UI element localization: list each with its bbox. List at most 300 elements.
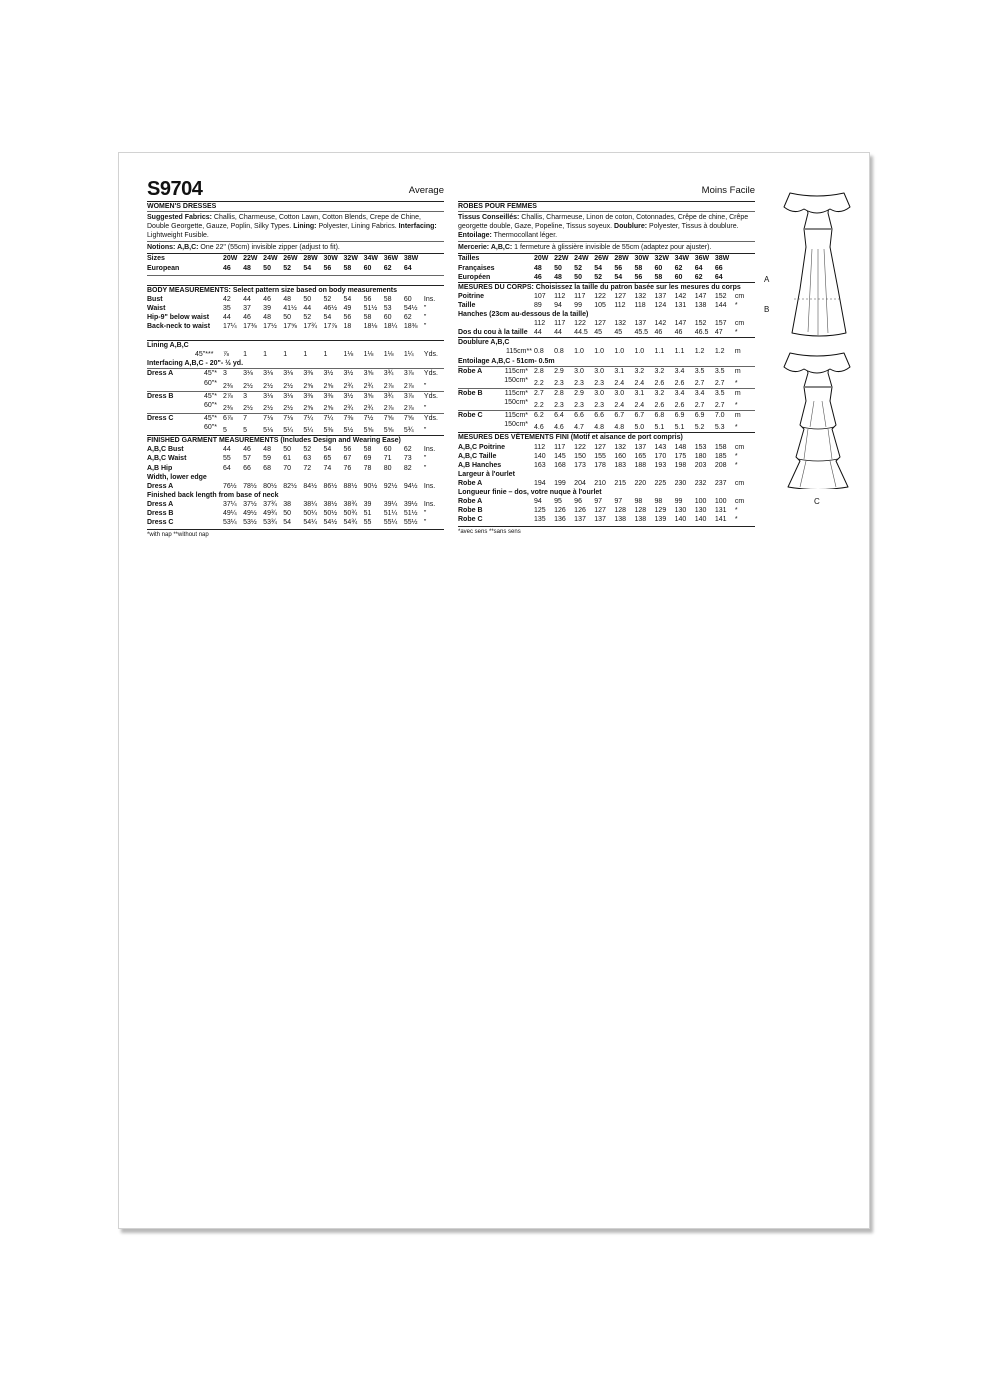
- cell: 5⅜: [323, 427, 334, 435]
- cell: 58: [363, 446, 372, 454]
- cell: 1: [303, 351, 308, 359]
- cell: 3.0: [594, 367, 604, 375]
- cell: 51¼: [383, 510, 398, 517]
- cell: 2.7: [714, 379, 725, 387]
- cell: 64: [714, 273, 723, 281]
- cell: 72: [303, 464, 312, 472]
- cell: 34W: [363, 255, 379, 263]
- yardage-row: [458, 376, 755, 388]
- cell: 69: [363, 455, 372, 463]
- cell: 52: [574, 264, 582, 272]
- cell: 50: [283, 446, 292, 454]
- cell: 63: [303, 455, 312, 463]
- cell: 5: [243, 427, 247, 435]
- dress-a-ruffle: [784, 193, 850, 213]
- cell: 67: [343, 455, 352, 463]
- cell: 52: [323, 295, 332, 303]
- cell: 124: [654, 301, 667, 309]
- cell: 3.2: [654, 389, 665, 397]
- cell: 1: [323, 351, 328, 359]
- cell: 3.5: [714, 389, 725, 397]
- cell: 48: [263, 313, 271, 321]
- cell: 2⅞: [403, 404, 414, 412]
- cell: 52: [303, 313, 312, 321]
- cell: 46: [674, 329, 683, 337]
- cell: 7.0: [714, 412, 725, 420]
- cell: 22W: [554, 255, 569, 263]
- row-label: Robe A: [458, 498, 483, 506]
- unit-cell: Yds.: [423, 351, 438, 359]
- cell: 18: [343, 323, 352, 331]
- cell: 41½: [283, 304, 297, 312]
- cell: 3.4: [674, 389, 685, 397]
- unit-cell: ": [423, 427, 427, 435]
- row-label: Dos du cou à la taille: [458, 329, 528, 337]
- notions-paragraph-fr: Mercerie: A,B,C: 1 fermeture à glissière invisible de 55cm (adaptez pour ajuster).: [458, 244, 712, 252]
- body-measurements-heading: BODY MEASUREMENTS: Select pattern size based on body measurements: [147, 286, 397, 294]
- cell: 6.2: [534, 412, 544, 420]
- cell: 64: [403, 264, 412, 272]
- unit-cell: m: [734, 348, 741, 356]
- cell: 45.5: [634, 329, 649, 337]
- cell: 188: [634, 461, 647, 469]
- cell: 3⅜: [323, 392, 334, 400]
- cell: 70: [283, 464, 292, 472]
- english-column: [147, 178, 444, 540]
- dress-name: Robe C: [458, 412, 483, 420]
- cell: 24W: [263, 255, 278, 263]
- cell: 194: [534, 479, 546, 487]
- cell: 144: [714, 301, 727, 309]
- cell: 53½: [243, 519, 257, 527]
- cell: 17¾: [303, 323, 317, 331]
- cell: 3⅜: [303, 392, 314, 400]
- cell: 131: [714, 507, 727, 515]
- cell: 28W: [614, 255, 629, 263]
- cell: 3¾: [383, 370, 394, 378]
- cell: 56: [634, 273, 643, 281]
- cell: 30W: [323, 255, 338, 263]
- cell: 78: [363, 464, 372, 472]
- cell: 2½: [283, 404, 293, 412]
- cell: 208: [714, 461, 727, 469]
- cell: 36W: [694, 255, 710, 263]
- row-label: [147, 401, 223, 410]
- cell: 6.6: [594, 412, 604, 420]
- cell: 137: [634, 443, 647, 451]
- cell: 50: [574, 273, 582, 281]
- interfacing-line: Interfacing A,B,C - 20"- ½ yd.: [147, 360, 244, 368]
- cell: 3⅞: [403, 370, 414, 378]
- cell: 127: [594, 507, 606, 515]
- cell: 126: [574, 507, 586, 515]
- cell: 1.1: [674, 348, 685, 356]
- cell: 2½: [243, 382, 253, 390]
- garment-title: WOMEN'S DRESSES: [147, 203, 217, 210]
- cell: 17⅜: [243, 323, 257, 331]
- row-label: [147, 369, 223, 378]
- unit-cell: ": [423, 313, 427, 321]
- cell: 36W: [383, 255, 399, 263]
- cell: ⅞: [223, 351, 229, 359]
- cell: 2.4: [614, 379, 625, 387]
- length-heading: Finished back length from base of neck: [147, 491, 279, 499]
- cell: 170: [654, 452, 667, 460]
- cell: 118: [634, 301, 646, 309]
- cell: 127: [594, 443, 606, 451]
- cell: 52: [594, 273, 603, 281]
- cell: 38¼: [303, 500, 317, 508]
- fabric-width: 150cm*: [504, 398, 528, 406]
- pattern-number: S9704: [147, 178, 203, 200]
- cell: 141: [714, 516, 727, 524]
- fabrics-paragraph: Suggested Fabrics: Challis, Charmeuse, Cotton Lawn, Cotton Blends, Crepe de Chine, Double Georgette, Gauze, Poplin, Silky Types. Lining: Polyester, Lining Fabrics. Interfacing: Lightweight Fusible.: [147, 214, 437, 240]
- cell: 117: [574, 292, 586, 300]
- cell: 96: [574, 498, 582, 506]
- cell: 60: [674, 273, 683, 281]
- table-row: [147, 464, 444, 473]
- cell: 105: [594, 301, 606, 309]
- cell: 5⅝: [383, 427, 394, 435]
- row-label: Taille: [458, 301, 476, 309]
- cell: 193: [654, 461, 667, 469]
- cell: 112: [534, 320, 546, 328]
- cell: 17¼: [223, 323, 237, 331]
- cell: 2.3: [574, 402, 584, 410]
- row-label: Poitrine: [458, 292, 485, 300]
- cell: 3.2: [654, 367, 665, 375]
- figure-label-b: B: [764, 305, 770, 314]
- cell: 180: [694, 452, 707, 460]
- cell: 178: [594, 461, 606, 469]
- unit-cell: Yds.: [423, 414, 438, 422]
- cell: 220: [634, 479, 647, 487]
- cell: 2.2: [534, 379, 544, 387]
- cell: 0.8: [534, 348, 544, 356]
- cell: 2.8: [534, 367, 544, 375]
- cell: 4.6: [534, 424, 544, 432]
- cell: 76½: [223, 482, 237, 490]
- cell: 97: [594, 498, 603, 506]
- cell: 5¼: [303, 427, 314, 435]
- cell: 3¾: [383, 392, 394, 400]
- row-label: Waist: [147, 304, 166, 312]
- cell: 51: [363, 510, 372, 517]
- hip-heading-fr: Hanches (23cm au-dessous de la taille): [458, 311, 589, 319]
- cell: 2.9: [554, 367, 564, 375]
- cell: 112: [534, 443, 546, 451]
- cell: 44: [223, 313, 231, 321]
- cell: 26W: [283, 255, 298, 263]
- row-label: Back-neck to waist: [147, 323, 211, 331]
- cell: 2.3: [594, 402, 604, 410]
- cell: 46: [243, 446, 251, 454]
- cell: 4.8: [614, 424, 625, 432]
- cell: 6.7: [634, 412, 645, 420]
- finished-measurements-table: [147, 445, 444, 472]
- cell: 37: [243, 304, 251, 312]
- cell: 1.0: [634, 348, 645, 356]
- cell: 6.7: [614, 412, 625, 420]
- cell: 153: [694, 443, 707, 451]
- cell: 80½: [263, 482, 277, 490]
- cell: 145: [554, 452, 566, 460]
- cell: 1: [263, 351, 268, 359]
- cell: 2½: [283, 382, 293, 390]
- cell: 210: [594, 479, 606, 487]
- cell: 54: [343, 295, 352, 303]
- cell: 2⅜: [223, 382, 233, 390]
- cell: 86½: [323, 482, 338, 490]
- cell: 60: [363, 264, 372, 272]
- cell: 37¼: [223, 500, 237, 508]
- cell: 62: [674, 264, 683, 272]
- cell: 2⅞: [403, 382, 414, 390]
- cell: 54½: [323, 519, 338, 527]
- cell: 2½: [243, 404, 253, 412]
- cell: 155: [594, 452, 606, 460]
- cell: 2.3: [554, 402, 564, 410]
- cell: 1.0: [614, 348, 625, 356]
- cell: 138: [634, 516, 647, 524]
- hip-row-fr: [458, 319, 755, 328]
- cell: 44: [554, 329, 562, 337]
- cell: 58: [634, 264, 643, 272]
- finished-measurements-heading-fr: MESURES DES VÊTEMENTS FINI (Motif et aisance de port compris): [458, 434, 683, 442]
- cell: 203: [694, 461, 707, 469]
- figure-label-c: C: [814, 497, 820, 506]
- row-label: Tailles: [458, 255, 480, 263]
- row-label: A,B Hanches: [458, 461, 502, 469]
- cell: 137: [654, 292, 667, 300]
- cell: 1⅛: [383, 351, 394, 359]
- cell: 1: [283, 351, 288, 359]
- cell: 38W: [714, 255, 730, 263]
- cell: 50: [283, 313, 292, 321]
- cell: 122: [594, 292, 606, 300]
- footnote-fr: *avec sens **sans sens: [458, 529, 521, 536]
- cell: 163: [534, 461, 546, 469]
- cell: 32W: [654, 255, 669, 263]
- french-header: [458, 183, 755, 201]
- french-column: [458, 183, 755, 537]
- neck-row-fr: [458, 328, 755, 337]
- cell: 71: [383, 455, 392, 463]
- fabric-width: 150cm*: [504, 376, 528, 384]
- unit-cell: *: [734, 424, 738, 432]
- cell: 5¼: [283, 427, 293, 435]
- cell: 117: [554, 443, 566, 451]
- unit-cell: Yds.: [423, 370, 438, 378]
- cell: 78½: [243, 482, 257, 490]
- table-row: [458, 292, 755, 301]
- finished-measurements-heading: FINISHED GARMENT MEASUREMENTS (Includes Design and Wearing Ease): [147, 437, 401, 445]
- cell: 7⅛: [263, 414, 273, 422]
- cell: 50½: [323, 510, 338, 517]
- table-row: [458, 497, 755, 506]
- cell: 1.2: [714, 348, 725, 356]
- unit-cell: ": [423, 323, 427, 331]
- fabric-width: 45"*: [204, 370, 217, 378]
- cell: 215: [614, 479, 627, 487]
- cell: 50: [303, 295, 312, 303]
- cell: 99: [674, 498, 683, 506]
- cell: 20W: [223, 255, 238, 263]
- cell: 45: [614, 329, 623, 337]
- cell: 59: [263, 455, 271, 463]
- row-label: 45"***: [195, 351, 214, 359]
- cell: 3.5: [714, 367, 725, 375]
- unit-cell: ": [423, 404, 427, 412]
- cell: 132: [634, 292, 647, 300]
- english-header: [147, 178, 444, 201]
- cell: 2½: [263, 404, 273, 412]
- cell: 152: [714, 292, 727, 300]
- row-label: [147, 379, 223, 388]
- cell: 76: [343, 464, 352, 472]
- cell: 6⅞: [223, 414, 233, 422]
- cell: 54: [323, 313, 332, 321]
- width-row-fr: [458, 479, 755, 488]
- dress-drawings-svg: [774, 189, 864, 489]
- yardage-row: [147, 423, 444, 435]
- cell: 137: [594, 516, 606, 524]
- cell: 1¼: [403, 351, 414, 359]
- dress-name: Dress A: [147, 370, 174, 378]
- cell: 52: [283, 264, 292, 272]
- cell: 37¾: [263, 500, 277, 508]
- cell: 3⅝: [363, 392, 374, 400]
- cell: 35: [223, 304, 231, 312]
- cell: 1: [243, 351, 247, 359]
- cell: 3: [243, 392, 247, 400]
- table-row: [147, 500, 444, 509]
- cell: 198: [674, 461, 687, 469]
- cell: 66: [243, 464, 251, 472]
- fabric-width: 115cm*: [504, 412, 528, 420]
- cell: 53: [383, 304, 392, 312]
- unit-cell: cm: [734, 292, 745, 300]
- cell: 3.5: [694, 367, 705, 375]
- cell: 137: [574, 516, 586, 524]
- cell: 148: [674, 443, 687, 451]
- cell: 54: [594, 264, 603, 272]
- cell: 54¼: [303, 519, 317, 527]
- cell: 136: [554, 516, 566, 524]
- cell: 3.0: [574, 367, 584, 375]
- cell: 160: [614, 452, 627, 460]
- cell: 60: [383, 446, 392, 454]
- cell: 50: [263, 264, 271, 272]
- body-measurements-table-fr: [458, 292, 755, 310]
- cell: 61: [283, 455, 292, 463]
- unit-cell: *: [734, 379, 738, 387]
- cell: 98: [634, 498, 643, 506]
- cell: 5.3: [714, 424, 725, 432]
- row-label: Européen: [458, 273, 491, 281]
- cell: 5: [223, 427, 227, 435]
- table-row: [458, 515, 755, 524]
- row-label: [458, 398, 534, 407]
- cell: 48: [243, 264, 251, 272]
- table-row: [458, 506, 755, 515]
- cell: 22W: [243, 255, 258, 263]
- cell: 54: [283, 519, 292, 527]
- cell: 5⅛: [263, 427, 273, 435]
- cell: 30W: [634, 255, 649, 263]
- unit-cell: Yds.: [423, 392, 438, 400]
- cell: 107: [534, 292, 546, 300]
- cell: 52: [303, 446, 312, 454]
- fabric-width: 115cm*: [504, 367, 528, 375]
- cell: 225: [654, 479, 667, 487]
- cell: 2.8: [554, 389, 564, 397]
- cell: 150: [574, 452, 586, 460]
- cell: 185: [714, 452, 727, 460]
- cell: 62: [383, 264, 392, 272]
- unit-cell: ": [423, 519, 427, 527]
- row-label: [458, 376, 534, 385]
- cell: 128: [614, 507, 627, 515]
- row-label: Bust: [147, 295, 163, 303]
- cell: 38W: [403, 255, 419, 263]
- cell: 3⅛: [283, 392, 293, 400]
- unit-cell: *: [734, 507, 738, 515]
- cell: 62: [403, 446, 412, 454]
- cell: 129: [654, 507, 667, 515]
- cell: 175: [674, 452, 687, 460]
- cell: 5.0: [634, 424, 645, 432]
- cell: 44: [303, 304, 312, 312]
- cell: 46: [263, 295, 271, 303]
- fabric-width: 45"*: [204, 392, 217, 400]
- cell: 55: [363, 519, 372, 527]
- cell: 230: [674, 479, 687, 487]
- cell: 38: [283, 500, 292, 508]
- table-row: [147, 295, 444, 304]
- cell: 28W: [303, 255, 318, 263]
- unit-cell: ": [423, 382, 427, 390]
- yardage-row: [458, 367, 755, 376]
- cell: 3⅛: [243, 370, 253, 378]
- row-label: [147, 414, 223, 423]
- cell: 20W: [534, 255, 549, 263]
- cell: 56: [343, 446, 352, 454]
- cell: 1⅛: [343, 351, 354, 359]
- cell: 3.1: [614, 367, 625, 375]
- cell: 24W: [574, 255, 589, 263]
- cell: 7: [243, 414, 247, 422]
- cell: 54½: [403, 304, 418, 312]
- unit-cell: *: [734, 301, 738, 309]
- cell: 130: [694, 507, 707, 515]
- cell: 2¾: [343, 404, 354, 412]
- cell: 128: [634, 507, 647, 515]
- cell: 2⅝: [323, 382, 334, 390]
- cell: 56: [343, 313, 352, 321]
- cell: 3⅝: [363, 370, 374, 378]
- cell: 3⅜: [303, 370, 314, 378]
- footnote: *with nap **without nap: [147, 532, 209, 539]
- cell: 3.0: [594, 389, 604, 397]
- cell: 5.1: [654, 424, 665, 432]
- cell: 4.7: [574, 424, 584, 432]
- sizes-row-fr: [458, 254, 755, 263]
- cell: 55: [223, 455, 231, 463]
- francaises-row: [458, 264, 755, 273]
- cell: 49: [343, 304, 352, 312]
- cell: 2⅜: [223, 404, 233, 412]
